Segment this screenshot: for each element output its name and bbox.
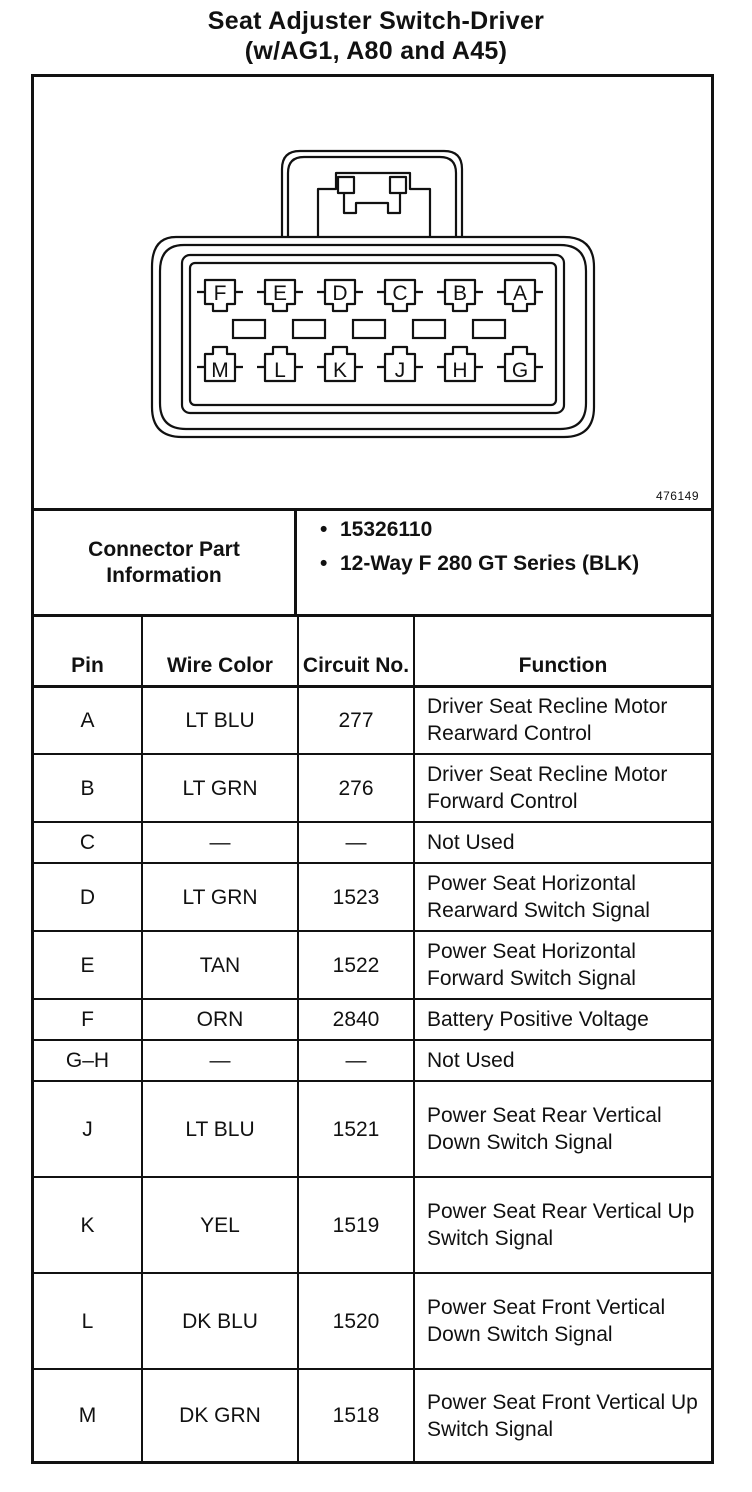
- pinout-table: [34, 617, 711, 1461]
- pin-label-top: E: [272, 282, 288, 305]
- cell-function: Battery Positive Voltage: [414, 999, 711, 1040]
- table-row: [34, 931, 711, 999]
- pin-label-bottom: H: [452, 359, 468, 382]
- pin-label-top: F: [213, 282, 227, 305]
- cell-function: Power Seat Front Vertical Down Switch Signal: [414, 1273, 711, 1369]
- connector-part-info: [34, 511, 711, 617]
- connector-sheet: [31, 74, 714, 1464]
- title-line-1: Seat Adjuster Switch-Driver: [207, 7, 545, 35]
- cell-function: Power Seat Horizontal Rearward Switch Signal: [414, 863, 711, 931]
- connector-face-drawing: [34, 77, 711, 511]
- figure-id: 476149: [655, 489, 699, 503]
- cell-circuit: 276: [298, 754, 414, 822]
- cell-wire-color: —: [142, 822, 298, 863]
- connector-series: • 12-Way F 280 GT Series (BLK): [340, 551, 711, 577]
- cell-wire-color: LT BLU: [142, 686, 298, 754]
- cell-wire-color: LT BLU: [142, 1081, 298, 1177]
- cell-function: Not Used: [414, 1040, 711, 1081]
- table-row: [34, 1273, 711, 1369]
- cell-pin: E: [34, 931, 142, 999]
- title-line-2: (w/AG1, A80 and A45): [244, 37, 508, 65]
- table-row: [34, 1081, 711, 1177]
- cell-circuit: 1523: [298, 863, 414, 931]
- cell-wire-color: LT GRN: [142, 863, 298, 931]
- cell-circuit: 1518: [298, 1369, 414, 1461]
- pin-label-top: D: [332, 282, 348, 305]
- cell-circuit: 1522: [298, 931, 414, 999]
- cell-pin: M: [34, 1369, 142, 1461]
- table-row: [34, 754, 711, 822]
- cell-circuit: 1521: [298, 1081, 414, 1177]
- cell-circuit: 1519: [298, 1177, 414, 1273]
- cell-pin: D: [34, 863, 142, 931]
- cell-pin: G–H: [34, 1040, 142, 1081]
- table-row: [34, 686, 711, 754]
- pin-label-bottom: M: [211, 359, 229, 382]
- cell-circuit: —: [298, 1040, 414, 1081]
- table-row: [34, 1177, 711, 1273]
- table-row: [34, 863, 711, 931]
- cell-function: Power Seat Horizontal Forward Switch Signal: [414, 931, 711, 999]
- cell-function: Power Seat Rear Vertical Up Switch Signal: [414, 1177, 711, 1273]
- connector-info-label: Connector Part Information: [34, 511, 297, 614]
- cell-pin: A: [34, 686, 142, 754]
- table-header-row: [34, 617, 711, 686]
- cell-function: Power Seat Rear Vertical Down Switch Signal: [414, 1081, 711, 1177]
- cell-pin: J: [34, 1081, 142, 1177]
- connector-part-number: • 15326110: [340, 517, 711, 543]
- cell-wire-color: TAN: [142, 931, 298, 999]
- cell-circuit: 2840: [298, 999, 414, 1040]
- cell-function: Driver Seat Recline Motor Rearward Control: [414, 686, 711, 754]
- cell-wire-color: DK GRN: [142, 1369, 298, 1461]
- cell-circuit: —: [298, 822, 414, 863]
- table-row: [34, 1040, 711, 1081]
- header-function: Function: [414, 617, 711, 686]
- page-title: [0, 6, 752, 66]
- cell-circuit: 1520: [298, 1273, 414, 1369]
- cell-pin: C: [34, 822, 142, 863]
- header-circuit-no: Circuit No.: [298, 617, 414, 686]
- pin-label-bottom: L: [274, 359, 286, 382]
- cell-function: Driver Seat Recline Motor Forward Control: [414, 754, 711, 822]
- table-row: [34, 822, 711, 863]
- table-row: [34, 1369, 711, 1461]
- cell-wire-color: LT GRN: [142, 754, 298, 822]
- cell-pin: B: [34, 754, 142, 822]
- pin-label-top: B: [452, 282, 468, 305]
- cell-wire-color: ORN: [142, 999, 298, 1040]
- cell-pin: K: [34, 1177, 142, 1273]
- cell-function: Power Seat Front Vertical Up Switch Signal: [414, 1369, 711, 1461]
- pin-label-bottom: J: [394, 359, 406, 382]
- table-row: [34, 999, 711, 1040]
- cell-pin: L: [34, 1273, 142, 1369]
- cell-circuit: 277: [298, 686, 414, 754]
- pin-label-bottom: K: [332, 359, 348, 382]
- pin-label-top: A: [512, 282, 528, 305]
- connector-info-list: [300, 511, 711, 614]
- cell-pin: F: [34, 999, 142, 1040]
- header-wire-color: Wire Color: [142, 617, 298, 686]
- pin-label-bottom: G: [511, 359, 529, 382]
- cell-wire-color: DK BLU: [142, 1273, 298, 1369]
- cell-function: Not Used: [414, 822, 711, 863]
- connector-diagram: [34, 77, 711, 511]
- pin-label-top: C: [392, 282, 408, 305]
- cell-wire-color: —: [142, 1040, 298, 1081]
- header-pin: Pin: [34, 617, 142, 686]
- cell-wire-color: YEL: [142, 1177, 298, 1273]
